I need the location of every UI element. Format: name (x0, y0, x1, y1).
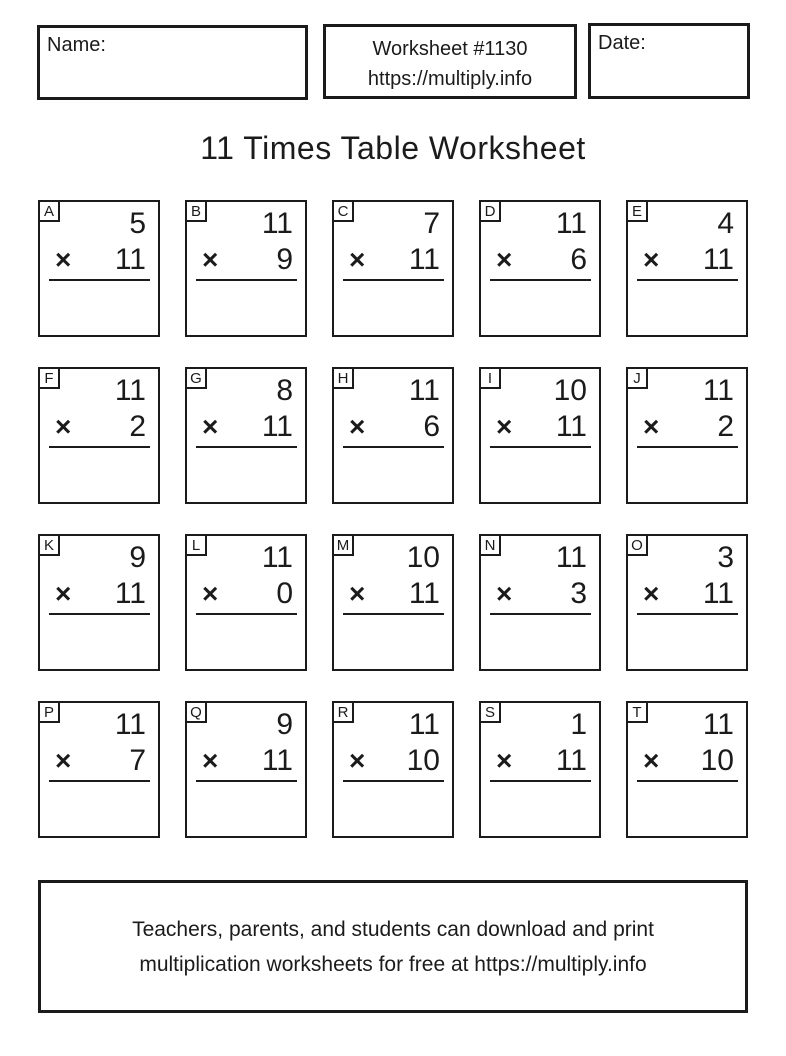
problem-letter-badge: N (479, 534, 501, 556)
problem-card (38, 534, 160, 671)
multiply-sign: × (643, 745, 660, 776)
multiplier-row (40, 576, 158, 612)
multiplier: 11 (702, 243, 734, 276)
problem-letter-badge: M (332, 534, 354, 556)
multiply-sign: × (349, 578, 366, 609)
multiply-sign: × (349, 745, 366, 776)
site-url: https://multiply.info (367, 68, 533, 90)
problem-card (185, 701, 307, 838)
problem-letter-badge: R (332, 701, 354, 723)
footer-line-1: Teachers, parents, and students can download and print (132, 917, 654, 941)
problem-letter-badge: E (626, 200, 648, 222)
multiplicand: 1 (570, 708, 587, 741)
multiply-sign: × (349, 244, 366, 275)
problem-letter-badge: A (38, 200, 60, 222)
multiplier: 6 (423, 410, 440, 443)
multiplicand: 11 (114, 708, 146, 741)
multiplier: 10 (406, 744, 440, 777)
multiplier-row (40, 242, 158, 278)
multiplier-row (481, 576, 599, 612)
multiplicand: 11 (261, 207, 293, 240)
multiplier-row (334, 242, 452, 278)
answer-space (334, 448, 452, 500)
multiply-sign: × (202, 578, 219, 609)
problem-letter-badge: G (185, 367, 207, 389)
problem-letter-badge: D (479, 200, 501, 222)
multiplier-row (481, 242, 599, 278)
multiplier-row (40, 743, 158, 779)
multiply-sign: × (55, 244, 72, 275)
answer-space (187, 448, 305, 500)
problem-card (38, 367, 160, 504)
problem-letter-badge: F (38, 367, 60, 389)
multiplicand: 8 (276, 374, 293, 407)
multiplicand: 11 (702, 374, 734, 407)
problem-letter-badge: S (479, 701, 501, 723)
multiplicand: 10 (406, 541, 440, 574)
problem-letter-badge: L (185, 534, 207, 556)
multiply-sign: × (55, 411, 72, 442)
problem-card (626, 367, 748, 504)
answer-space (334, 615, 452, 667)
multiply-sign: × (202, 244, 219, 275)
multiplier: 6 (570, 243, 587, 276)
multiplicand: 7 (423, 207, 440, 240)
worksheet-number: Worksheet #1130 (372, 38, 528, 60)
problem-letter-badge: C (332, 200, 354, 222)
problem-letter-badge: I (479, 367, 501, 389)
multiplier-row (187, 576, 305, 612)
answer-space (187, 615, 305, 667)
multiplier: 0 (276, 577, 293, 610)
name-label: Name: (47, 34, 106, 56)
problem-card (185, 367, 307, 504)
problem-card (38, 701, 160, 838)
multiplier-row (334, 409, 452, 445)
answer-space (628, 615, 746, 667)
multiplicand: 10 (553, 374, 587, 407)
multiply-sign: × (202, 411, 219, 442)
problem-card (332, 701, 454, 838)
problem-letter-badge: P (38, 701, 60, 723)
problem-card (479, 701, 601, 838)
multiplier-row (40, 409, 158, 445)
multiply-sign: × (349, 411, 366, 442)
answer-space (40, 281, 158, 333)
multiply-sign: × (496, 745, 513, 776)
answer-space (334, 281, 452, 333)
multiplier: 11 (261, 410, 293, 443)
multiplier: 11 (555, 410, 587, 443)
footer-box (38, 880, 748, 1013)
multiplier: 9 (276, 243, 293, 276)
multiplicand: 11 (702, 708, 734, 741)
answer-space (481, 615, 599, 667)
answer-space (40, 615, 158, 667)
answer-space (628, 448, 746, 500)
multiplier-row (481, 743, 599, 779)
problem-letter-badge: T (626, 701, 648, 723)
problem-card (626, 534, 748, 671)
problem-card (626, 200, 748, 337)
multiplier: 11 (261, 744, 293, 777)
problem-card (332, 367, 454, 504)
multiply-sign: × (496, 578, 513, 609)
multiplier-row (187, 743, 305, 779)
multiplier: 11 (408, 577, 440, 610)
multiplicand: 3 (717, 541, 734, 574)
multiplier: 11 (114, 577, 146, 610)
answer-space (628, 782, 746, 834)
page-title: 11 Times Table Worksheet (200, 130, 586, 166)
multiply-sign: × (643, 244, 660, 275)
multiplier: 11 (702, 577, 734, 610)
date-label: Date: (598, 32, 646, 54)
problem-letter-badge: K (38, 534, 60, 556)
multiplier-row (334, 743, 452, 779)
multiply-sign: × (496, 244, 513, 275)
multiplicand: 11 (261, 541, 293, 574)
multiplier: 2 (717, 410, 734, 443)
problem-card (479, 534, 601, 671)
problem-card (185, 200, 307, 337)
multiply-sign: × (55, 745, 72, 776)
multiplier-row (187, 409, 305, 445)
multiplicand: 11 (555, 207, 587, 240)
multiplier: 11 (114, 243, 146, 276)
multiplicand: 4 (717, 207, 734, 240)
multiplier-row (628, 242, 746, 278)
multiplier-row (334, 576, 452, 612)
multiplier-row (481, 409, 599, 445)
multiplicand: 9 (276, 708, 293, 741)
answer-space (628, 281, 746, 333)
multiply-sign: × (55, 578, 72, 609)
multiplier-row (628, 576, 746, 612)
answer-space (334, 782, 452, 834)
problem-card (479, 367, 601, 504)
multiply-sign: × (496, 411, 513, 442)
multiplier: 2 (129, 410, 146, 443)
multiplicand: 11 (408, 374, 440, 407)
problem-letter-badge: O (626, 534, 648, 556)
multiplier: 3 (570, 577, 587, 610)
answer-space (187, 281, 305, 333)
multiplier: 7 (129, 744, 146, 777)
answer-space (40, 448, 158, 500)
multiplicand: 11 (408, 708, 440, 741)
problem-letter-badge: J (626, 367, 648, 389)
problem-card (185, 534, 307, 671)
problem-card (332, 534, 454, 671)
footer-line-2: multiplication worksheets for free at https://multiply.info (139, 952, 647, 976)
multiply-sign: × (643, 411, 660, 442)
problem-letter-badge: Q (185, 701, 207, 723)
problem-card (38, 200, 160, 337)
multiplier-row (628, 743, 746, 779)
multiplier: 11 (555, 744, 587, 777)
multiplicand: 9 (129, 541, 146, 574)
answer-space (187, 782, 305, 834)
problem-card (332, 200, 454, 337)
multiplier: 10 (700, 744, 734, 777)
answer-space (40, 782, 158, 834)
answer-space (481, 448, 599, 500)
multiplicand: 11 (114, 374, 146, 407)
problem-card (626, 701, 748, 838)
multiplier: 11 (408, 243, 440, 276)
problem-letter-badge: H (332, 367, 354, 389)
multiplicand: 5 (129, 207, 146, 240)
multiplicand: 11 (555, 541, 587, 574)
multiply-sign: × (643, 578, 660, 609)
problem-letter-badge: B (185, 200, 207, 222)
answer-space (481, 782, 599, 834)
multiplier-row (187, 242, 305, 278)
multiplier-row (628, 409, 746, 445)
answer-space (481, 281, 599, 333)
multiply-sign: × (202, 745, 219, 776)
problem-card (479, 200, 601, 337)
